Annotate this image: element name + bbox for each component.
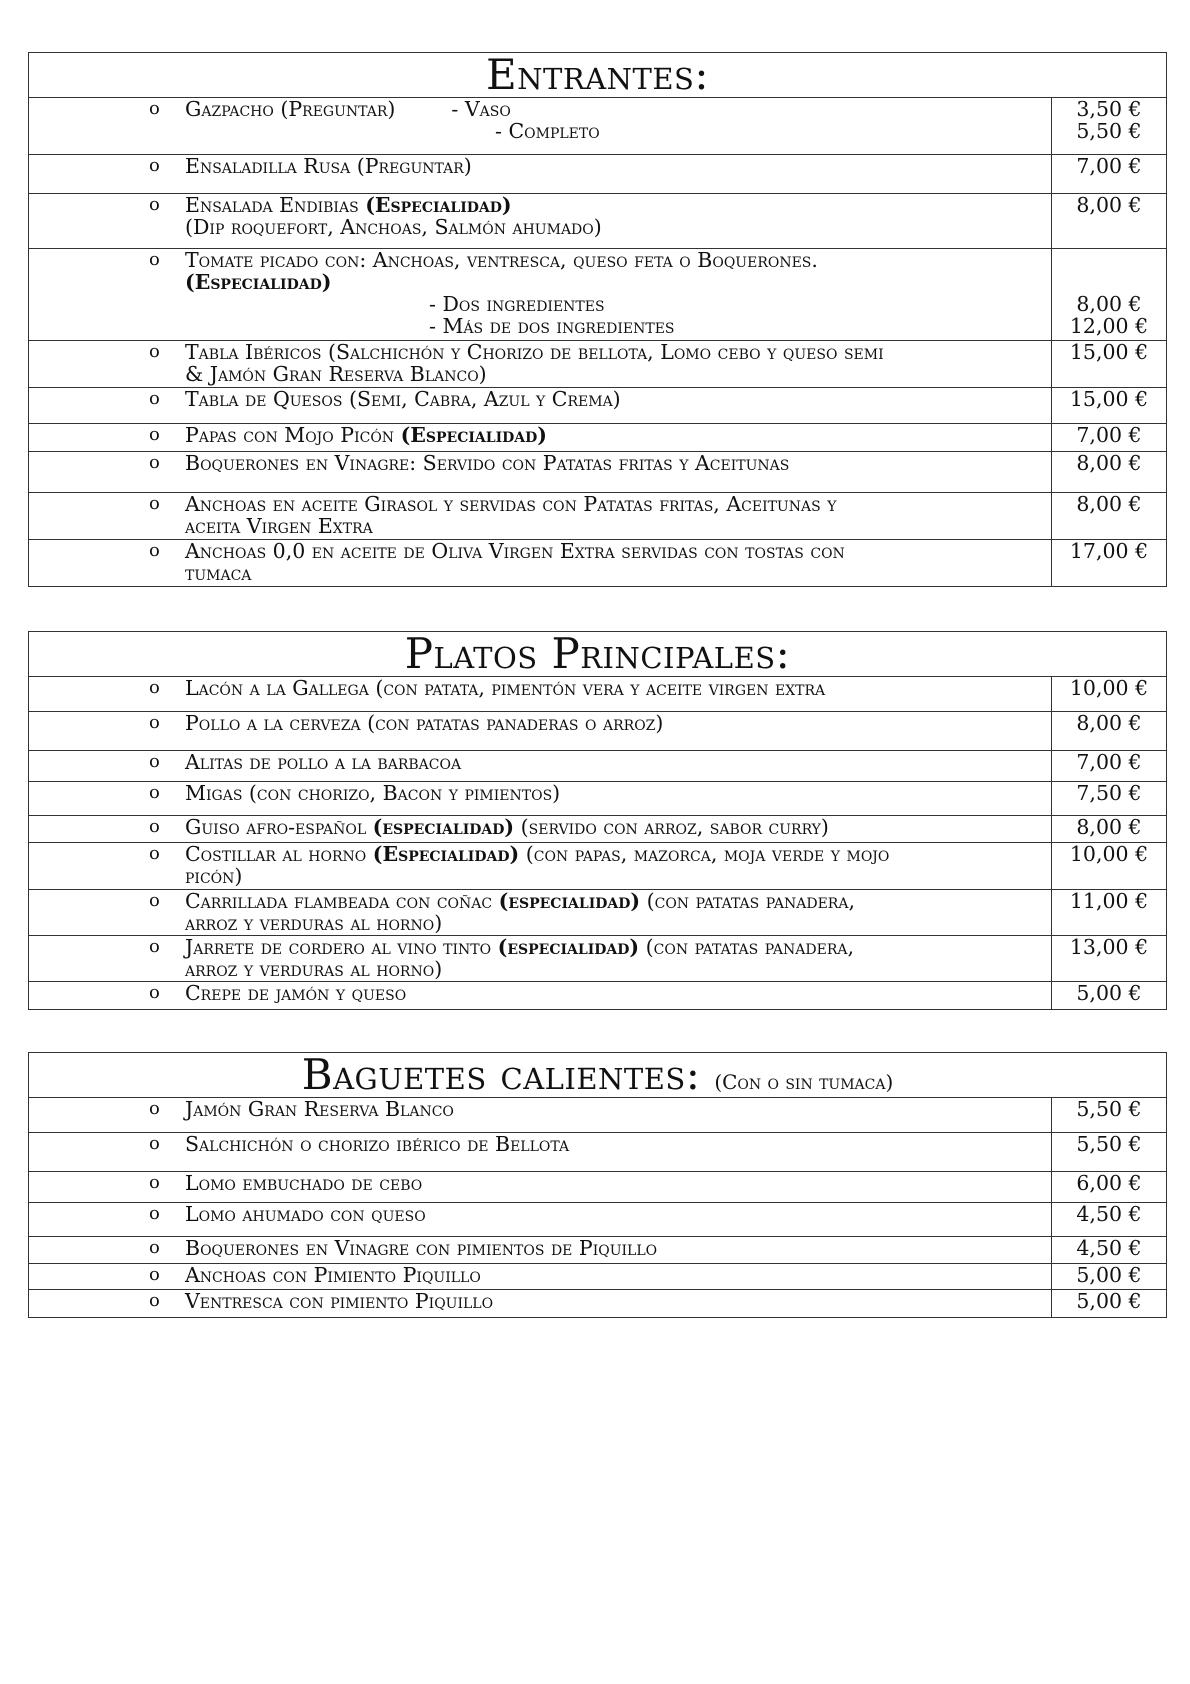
item-name: Costillar al horno	[185, 843, 373, 866]
item-detail: arroz y verduras al horno)	[185, 911, 443, 935]
item-price: 4,50 €	[1051, 1203, 1166, 1236]
item-price: 13,00 €	[1051, 936, 1166, 981]
bullet-icon: o	[149, 1098, 160, 1119]
menu-item-tabla-quesos	[29, 388, 1166, 424]
menu-item-papas	[29, 424, 1166, 452]
item-detail: & Jamón Gran Reserva Blanco)	[185, 362, 487, 386]
item-name: Alitas de pollo a la barbacoa	[185, 751, 462, 774]
item-price: 5,50 €	[1051, 1098, 1166, 1132]
menu-item-anchoas-girasol	[29, 493, 1166, 540]
item-name: Lacón a la Gallega (con patata, pimentón vera y aceite virgen extra	[185, 677, 826, 700]
bullet-icon: o	[149, 388, 160, 409]
item-option: - Completo	[495, 119, 600, 143]
item-price: 12,00 €	[1069, 314, 1149, 338]
bullet-icon: o	[149, 1264, 160, 1285]
item-option: - Más de dos ingredientes	[429, 314, 675, 338]
specialty-tag: (especialidad)	[372, 816, 515, 839]
specialty-tag: (especialidad)	[498, 890, 641, 913]
item-name: Tomate picado con: Anchoas, ventresca, queso feta o Boquerones.	[185, 249, 818, 272]
menu-item-tomate	[29, 249, 1166, 341]
item-name: Tabla de Quesos (Semi, Cabra, Azul y Crema)	[185, 388, 621, 411]
menu-item-costillar	[29, 843, 1166, 890]
item-price: 5,00 €	[1051, 1264, 1166, 1289]
item-name: Lomo ahumado con queso	[185, 1203, 426, 1226]
item-detail: (servido con arroz, sabor curry)	[514, 816, 829, 839]
menu-item-anchoas-oliva	[29, 540, 1166, 586]
item-price: 5,50 €	[1076, 119, 1142, 143]
bullet-icon: o	[149, 249, 160, 270]
item-name: Boquerones en Vinagre: Servido con Patatas fritas y Aceitunas	[185, 452, 790, 475]
item-price: 8,00 €	[1051, 194, 1166, 248]
item-name: Lomo embuchado de cebo	[185, 1172, 423, 1195]
item-name: Guiso afro-español	[185, 816, 373, 839]
item-name: Ensaladilla Rusa (Preguntar)	[185, 155, 472, 178]
bullet-icon: o	[149, 155, 160, 176]
item-price: 15,00 €	[1051, 341, 1166, 387]
menu-item-migas	[29, 782, 1166, 816]
bullet-icon: o	[149, 843, 160, 864]
bullet-icon: o	[149, 712, 160, 733]
baguetes-title: Baguetes calientes:	[301, 1053, 701, 1098]
item-price: 5,50 €	[1051, 1133, 1166, 1171]
item-option: - Dos ingredientes	[429, 292, 605, 316]
bullet-icon: o	[149, 1203, 160, 1224]
item-detail: picón)	[185, 864, 243, 888]
menu-item-ventresca	[29, 1290, 1166, 1317]
item-name: Anchoas con Pimiento Piquillo	[185, 1264, 481, 1287]
menu-item-guiso	[29, 816, 1166, 843]
item-price: 4,50 €	[1051, 1237, 1166, 1263]
item-detail: (con patatas panadera,	[640, 890, 855, 913]
bullet-icon: o	[149, 1237, 160, 1258]
menu-item-boquerones	[29, 452, 1166, 493]
item-detail: (con patatas panadera,	[639, 936, 854, 959]
bullet-icon: o	[149, 982, 160, 1003]
bullet-icon: o	[149, 194, 160, 215]
item-price: 10,00 €	[1051, 843, 1166, 889]
menu-item-alitas	[29, 751, 1166, 782]
baguetes-section	[28, 1052, 1167, 1318]
item-detail: tumaca	[185, 561, 252, 585]
item-price: 8,00 €	[1051, 493, 1166, 539]
item-price: 10,00 €	[1051, 677, 1166, 711]
item-price: 8,00 €	[1051, 452, 1166, 492]
bullet-icon: o	[149, 424, 160, 445]
menu-item-anchoas-baguete	[29, 1264, 1166, 1290]
bullet-icon: o	[149, 816, 160, 837]
menu-item-endibias	[29, 194, 1166, 249]
item-price: 17,00 €	[1051, 540, 1166, 586]
item-detail: aceita Virgen Extra	[185, 514, 373, 538]
menu-item-lomo-cebo	[29, 1172, 1166, 1203]
item-price: 7,00 €	[1051, 155, 1166, 193]
menu-item-tabla-ibericos	[29, 341, 1166, 388]
menu-item-jarrete	[29, 936, 1166, 982]
specialty-tag: (Especialidad)	[400, 424, 548, 447]
menu-item-salchichon	[29, 1133, 1166, 1172]
item-name: Jarrete de cordero al vino tinto	[185, 936, 498, 959]
bullet-icon: o	[149, 1172, 160, 1193]
item-price: 5,00 €	[1051, 1290, 1166, 1317]
item-price: 7,50 €	[1051, 782, 1166, 815]
item-price: 11,00 €	[1051, 890, 1166, 935]
bullet-icon: o	[149, 936, 160, 957]
item-name: Ventresca con pimiento Piquillo	[185, 1290, 494, 1313]
bullet-icon: o	[149, 751, 160, 772]
item-price: 6,00 €	[1051, 1172, 1166, 1202]
entrantes-title: Entrantes:	[29, 53, 1166, 98]
bullet-icon: o	[149, 341, 160, 362]
menu-item-lacon	[29, 677, 1166, 712]
item-name: Salchichón o chorizo ibérico de Bellota	[185, 1133, 570, 1156]
bullet-icon: o	[149, 493, 160, 514]
item-price: 5,00 €	[1051, 982, 1166, 1009]
item-price: 7,00 €	[1051, 751, 1166, 781]
menu-item-carrillada	[29, 890, 1166, 936]
menu-item-ensaladilla	[29, 155, 1166, 194]
bullet-icon: o	[149, 1133, 160, 1154]
item-price: 3,50 €	[1076, 98, 1142, 121]
item-option: - Vaso	[451, 98, 511, 121]
menu-item-gazpacho	[29, 98, 1166, 155]
bullet-icon: o	[149, 1290, 160, 1311]
entrantes-section	[28, 52, 1167, 587]
menu-item-jamon	[29, 1098, 1166, 1133]
item-name: Jamón Gran Reserva Blanco	[185, 1098, 454, 1121]
menu-item-crepe	[29, 982, 1166, 1009]
specialty-tag: (Especialidad)	[372, 843, 520, 866]
item-name: Anchoas 0,0 en aceite de Oliva Virgen Extra servidas con tostas con	[185, 540, 845, 563]
item-detail: arroz y verduras al horno)	[185, 957, 443, 981]
bullet-icon: o	[149, 677, 160, 698]
item-price: 8,00 €	[1051, 712, 1166, 750]
principales-section	[28, 631, 1167, 1010]
item-name: Pollo a la cerveza (con patatas panaderas o arroz)	[185, 712, 664, 735]
item-price: 15,00 €	[1051, 388, 1166, 423]
item-price: 8,00 €	[1051, 816, 1166, 842]
item-name: Tabla Ibéricos (Salchichón y Chorizo de bellota, Lomo cebo y queso semi	[185, 341, 884, 364]
item-name: Carrillada flambeada con coñac	[185, 890, 499, 913]
item-name: Boquerones en Vinagre con pimientos de Piquillo	[185, 1237, 658, 1260]
principales-title: Platos Principales:	[29, 632, 1166, 677]
menu-item-boquerones-baguete	[29, 1237, 1166, 1264]
baguetes-subtitle: (Con o sin tumaca)	[714, 1070, 894, 1094]
bullet-icon: o	[149, 540, 160, 561]
specialty-tag: (Especialidad)	[185, 270, 332, 294]
item-name: Ensalada Endibias	[185, 194, 366, 217]
menu-item-pollo	[29, 712, 1166, 751]
bullet-icon: o	[149, 452, 160, 473]
specialty-tag: (Especialidad)	[365, 194, 512, 217]
bullet-icon: o	[149, 98, 160, 119]
item-name: Gazpacho (Preguntar)	[185, 98, 396, 121]
item-name: Migas (con chorizo, Bacon y pimientos)	[185, 782, 561, 805]
menu-item-lomo-ahumado	[29, 1203, 1166, 1237]
item-detail: (Dip roquefort, Anchoas, Salmón ahumado)	[185, 215, 602, 239]
item-detail: (con papas, mazorca, moja verde y mojo	[519, 843, 890, 866]
bullet-icon: o	[149, 890, 160, 911]
bullet-icon: o	[149, 782, 160, 803]
item-price: 7,00 €	[1051, 424, 1166, 451]
item-name: Crepe de jamón y queso	[185, 982, 407, 1005]
item-name: Papas con Mojo Picón	[185, 424, 401, 447]
item-name: Anchoas en aceite Girasol y servidas con Patatas fritas, Aceitunas y	[185, 493, 837, 516]
specialty-tag: (especialidad)	[497, 936, 640, 959]
item-price: 8,00 €	[1076, 292, 1142, 316]
